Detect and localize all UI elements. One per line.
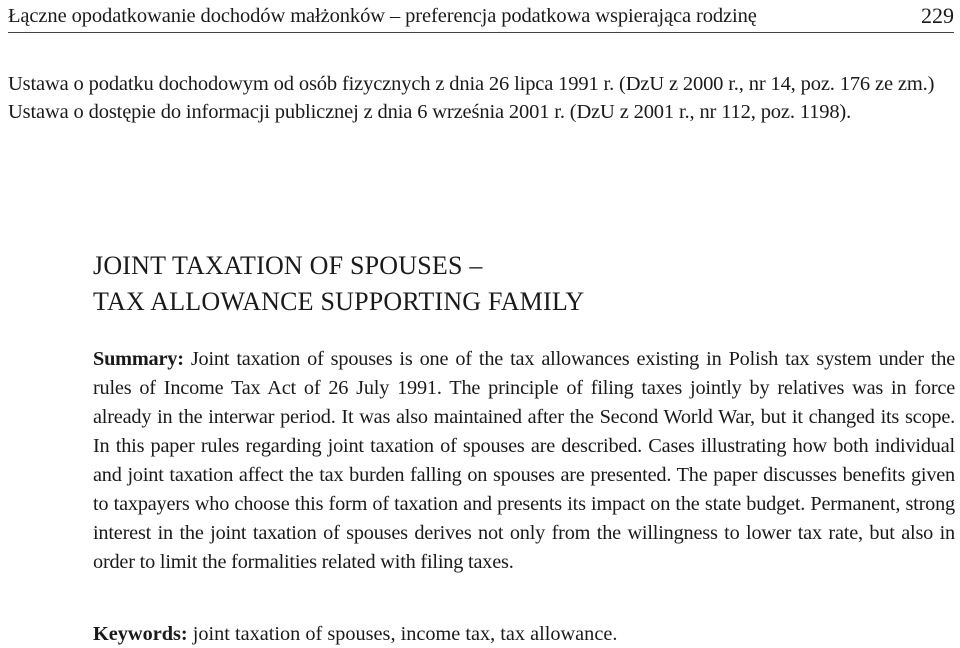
article-title-line-1: JOINT TAXATION OF SPOUSES – xyxy=(93,251,483,280)
keywords-label: Keywords: xyxy=(93,623,188,645)
keywords-text: joint taxation of spouses, income tax, tax allowance. xyxy=(192,623,618,645)
summary-block xyxy=(93,345,955,577)
page-number: 229 xyxy=(921,3,954,28)
summary-paragraph xyxy=(93,345,955,577)
reference-item: Ustawa o podatku dochodowym od osób fizycznych z dnia 26 lipca 1991 r. (DzU z 2000 r., nr 14, poz. 176 ze zm.) xyxy=(8,73,935,95)
running-header xyxy=(8,2,954,33)
keywords-block xyxy=(93,621,955,647)
summary-label: Summary: xyxy=(93,348,184,370)
summary-text: Joint taxation of spouses is one of the tax allowances existing in Polish tax system under the rules of Income Tax Act of 26 July 1991. The principle of filing taxes jointly by relatives was in force already in the interwar period. It was also maintained after the Second World War, but it changed its scope. In this paper rules regarding joint taxation of spouses are described. Cases illustrating how both individual and joint taxation affect the tax burden falling on spouses are presented. The paper discusses benefits given to taxpayers who choose this form of taxation and presents its impact on the state budget. Permanent, strong interest in the joint taxation of spouses derives not only from the willingness to lower tax rate, but also in order to limit the formalities related with filing taxes. xyxy=(93,348,955,573)
article-title xyxy=(93,248,953,320)
article-title-line-2: TAX ALLOWANCE SUPPORTING FAMILY xyxy=(93,287,585,316)
running-title: Łączne opodatkowanie dochodów małżonków – preferencja podatkowa wspierająca rodzinę xyxy=(8,5,757,27)
reference-item: Ustawa o dostępie do informacji publicznej z dnia 6 września 2001 r. (DzU z 2001 r., nr 112, poz. 1198). xyxy=(8,101,852,123)
keywords-paragraph xyxy=(93,621,955,647)
reference-list xyxy=(8,70,952,126)
